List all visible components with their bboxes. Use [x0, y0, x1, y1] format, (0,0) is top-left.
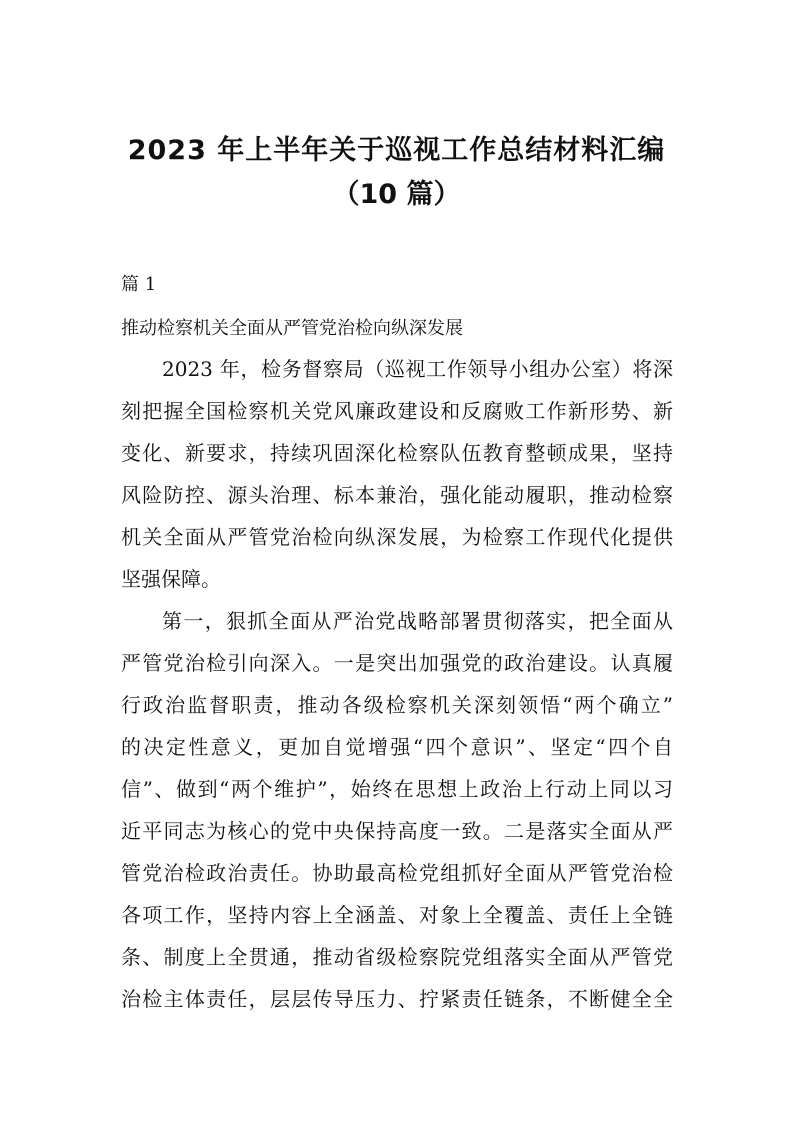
paragraph-line: 的决定性意义，更加自觉增强“四个意识”、坚定“四个自 [121, 735, 673, 759]
paragraph-line: 管党治检政治责任。协助最高检党组抓好全面从严管党治检 [121, 861, 673, 885]
section-subtitle: 推动检察机关全面从严管党治检向纵深发展 [121, 318, 463, 339]
paragraph-line: 第一，狠抓全面从严治党战略部署贯彻落实，把全面从 [162, 609, 673, 633]
paragraph-line: 治检主体责任，层层传导压力、拧紧责任链条，不断健全全 [121, 987, 673, 1011]
paragraph-line: 条、制度上全贯通，推动省级检察院党组落实全面从严管党 [121, 945, 673, 969]
paragraph-line: 2023 年，检务督察局（巡视工作领导小组办公室）将深 [162, 357, 673, 381]
paragraph-line: 坚强保障。 [121, 567, 221, 591]
paragraph-line: 近平同志为核心的党中央保持高度一致。二是落实全面从严 [121, 819, 673, 843]
paragraph-line: 风险防控、源头治理、标本兼治，强化能动履职，推动检察 [121, 483, 673, 507]
paragraph-line: 刻把握全国检察机关党风廉政建设和反腐败工作新形势、新 [121, 399, 673, 423]
paragraph-line: 机关全面从严管党治检向纵深发展，为检察工作现代化提供 [121, 525, 673, 549]
document-title: 2023 年上半年关于巡视工作总结材料汇编 [127, 135, 666, 166]
paragraph-line: 行政治监督职责，推动各级检察机关深刻领悟“两个确立” [121, 693, 673, 717]
document-title-count: （10 篇） [332, 179, 461, 210]
paragraph-line: 严管党治检引向深入。一是突出加强党的政治建设。认真履 [121, 651, 673, 675]
section-label: 篇 1 [121, 274, 157, 295]
paragraph-line: 各项工作，坚持内容上全涵盖、对象上全覆盖、责任上全链 [121, 903, 673, 927]
paragraph-line: 变化、新要求，持续巩固深化检察队伍教育整顿成果，坚持 [121, 441, 673, 465]
paragraph-line: 信”、做到“两个维护”，始终在思想上政治上行动上同以习 [121, 777, 673, 801]
